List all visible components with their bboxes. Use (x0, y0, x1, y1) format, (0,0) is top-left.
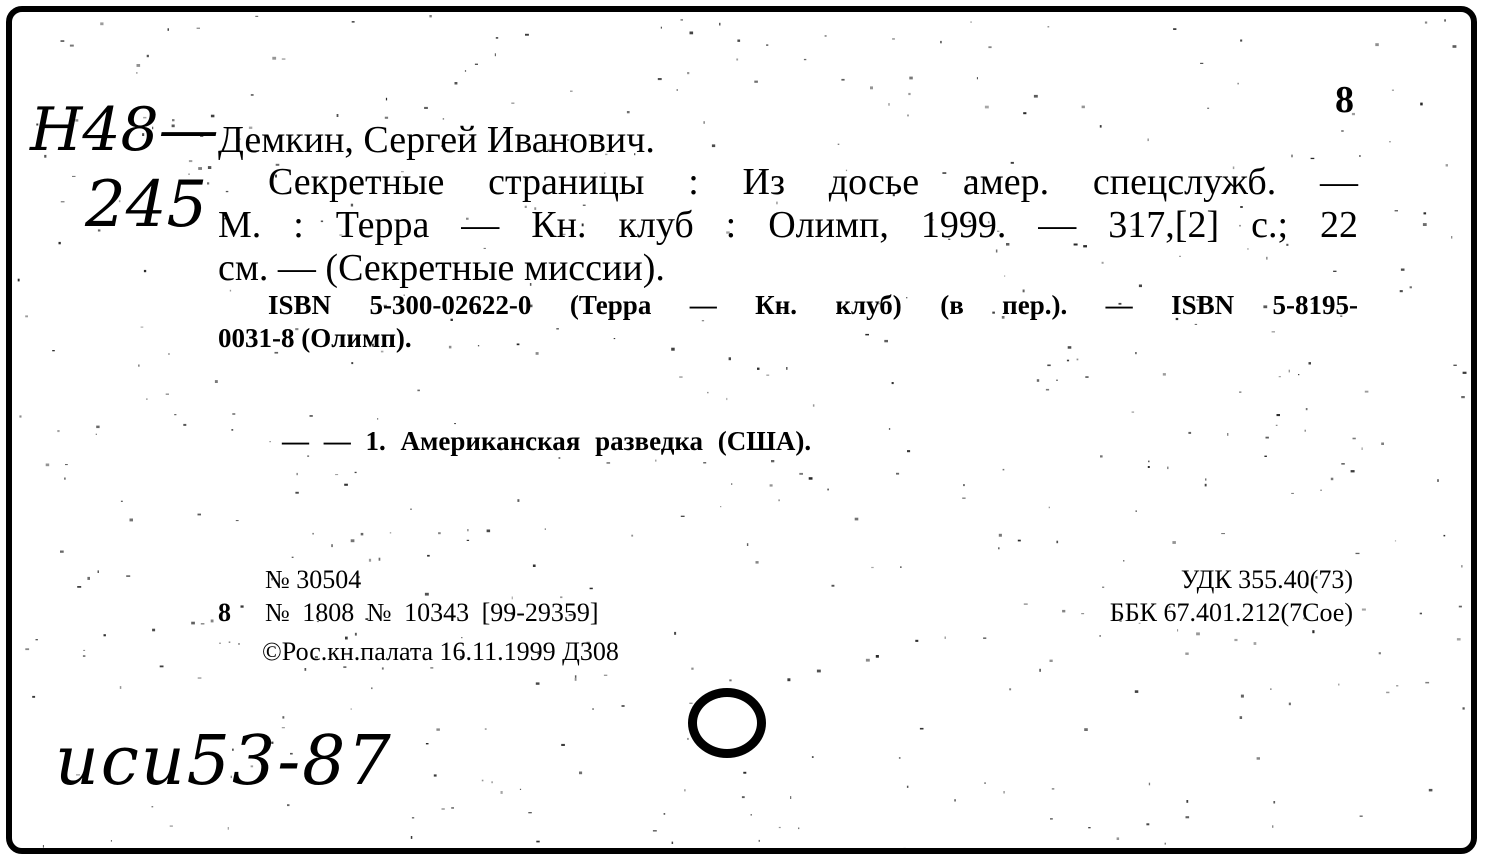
author-heading: Демкин, Сергей Иванович. (218, 119, 655, 161)
subject-heading: — — 1. Американская разведка (США). (282, 426, 812, 456)
title-line-1: Секретные страницы : Из досье амер. спецслужб. — (268, 161, 1358, 203)
book-chamber-line: ©Рос.кн.палата 16.11.1999 Д308 (262, 637, 619, 666)
record-number: № 30504 (265, 565, 362, 594)
handwritten-code-bottom: иси53-87 (55, 722, 393, 801)
footer-digit: 8 (218, 598, 231, 627)
record-numbers: № 1808 № 10343 [99-29359] (265, 598, 599, 627)
page-number: 8 (1335, 79, 1354, 121)
punch-hole (688, 688, 766, 758)
handwritten-code-top: Н48— (30, 95, 219, 165)
title-line-3: см. — (Секретные миссии). (218, 247, 665, 289)
isbn-line-1: ISBN 5-300-02622-0 (Терра — Кн. клуб) (в пер.). — ISBN 5-8195- (268, 290, 1358, 320)
bbk-code: ББК 67.401.212(7Сое) (1109, 598, 1353, 627)
title-line-2: М. : Терра — Кн. клуб : Олимп, 1999. — 317,[2] с.; 22 (218, 204, 1358, 246)
udk-code: УДК 355.40(73) (1180, 565, 1353, 594)
handwritten-code-top-number: 245 (85, 168, 208, 242)
isbn-line-2: 0031-8 (Олимп). (218, 323, 412, 353)
